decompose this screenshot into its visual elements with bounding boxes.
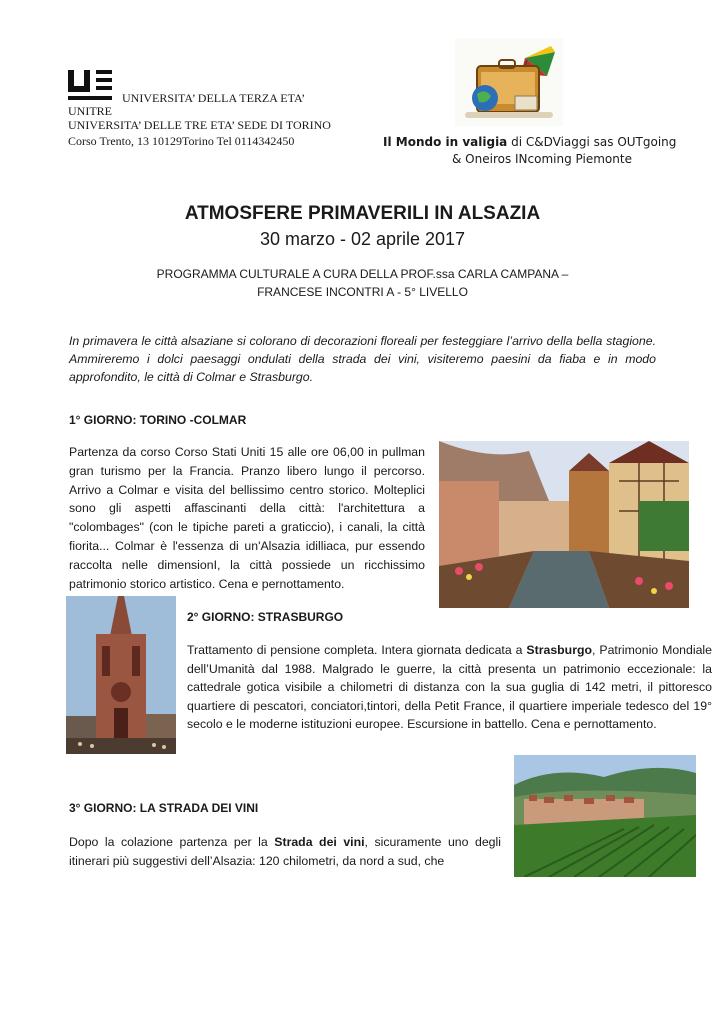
day2-text-end: , Patrimonio Mondiale dell’Umanità dal 1988. Malgrado le guerre, la città presenta un patrimonio eccezionale: la cattedrale gotica visibile a chilometri di distanza con la sua guglia di 142 metri, il pittoresco quartiere di pescatori, conciatori,tintori, della Petit France, il quartiere imperiale tedesco del 19° secolo e le moderne istituzioni europee. Escursione in battello. Cena e pernottamento. [187, 643, 712, 732]
day2-heading: 2° GIORNO: STRASBURGO [187, 610, 344, 624]
program-line-2: FRANCESE INCONTRI A - 5° LIVELLO [257, 285, 468, 299]
unitre-logo [68, 68, 118, 102]
unitre-label: UNITRE [68, 104, 112, 118]
university-name: UNIVERSITA’ DELLA TERZA ETA’ [122, 91, 306, 105]
suitcase-globe-illustration [455, 38, 563, 126]
agency-company: di C&DViaggi sas OUTgoing [507, 135, 677, 149]
wine-route-vineyard-photo [514, 755, 696, 877]
day1-text: Partenza da corso Corso Stati Uniti 15 alle ore 06,00 in pullman gran turismo per la Francia. Pranzo libero lungo il percorso. Arrivo a Colmar e visita del bellissimo centro storico. Molteplici sono gli aspetti affascinanti della città: l'architettura a "colombages" (con le tipiche pareti a graticcio), i canali, la città fiorita... Colmar è l'essenza di un'Alsazia idilliaca, pur essendo raccolta nelle dimensionI, la città possiede un ricchissimo patrimonio storico artistico. Cena e pernottamento. [69, 445, 425, 591]
agency-incoming: & Oneiros INcoming Piemonte [452, 152, 632, 166]
university-seat: UNIVERSITA’ DELLE TRE ETA’ SEDE DI TORINO [68, 118, 331, 132]
agency-brand: Il Mondo in valigia [383, 135, 508, 149]
colmar-canal-photo [439, 441, 689, 608]
day1-heading: 1° GIORNO: TORINO -COLMAR [69, 413, 247, 427]
intro-paragraph: In primavera le città alsaziane si colorano di decorazioni floreali per festeggiare l’arrivo della bella stagione. Ammireremo i dolci paesaggi ondulati della strada dei vini, visiteremo paesini da fiaba e in modo approfondito, le città di Colmar e Strasburgo. [69, 334, 656, 384]
day2-text-start: Trattamento di pensione completa. Intera giornata dedicata a [187, 643, 527, 657]
page-title: ATMOSFERE PRIMAVERILI IN ALSAZIA [184, 203, 541, 224]
day3-highlight: Strada dei vini [274, 835, 365, 849]
day3-text-end: , sicuramente uno degli itinerari più suggestivi dell’Alsazia: 120 chilometri, da nord a sud, che [69, 835, 501, 868]
day3-text-start: Dopo la colazione partenza per la [69, 835, 275, 849]
program-line-1: PROGRAMMA CULTURALE A CURA DELLA PROF.ssa CARLA CAMPANA – [156, 267, 569, 281]
day3-heading: 3° GIORNO: LA STRADA DEI VINI [69, 801, 259, 815]
university-address: Corso Trento, 13 10129Torino Tel 0114342450 [68, 134, 295, 148]
agency-name [383, 135, 676, 149]
trip-dates: 30 marzo - 02 aprile 2017 [259, 229, 466, 249]
day3-text [69, 833, 501, 870]
strasbourg-cathedral-photo [66, 596, 176, 754]
day2-text [187, 641, 712, 734]
day2-highlight: Strasburgo [526, 643, 592, 657]
